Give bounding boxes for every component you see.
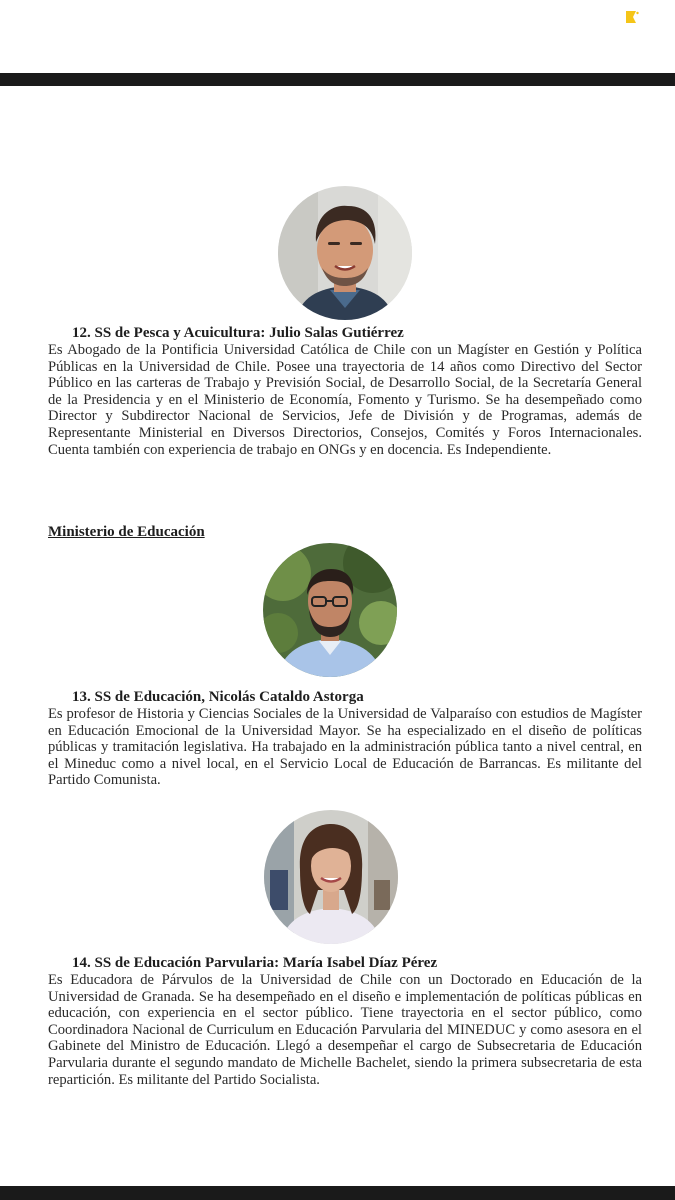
entry-heading: 12. SS de Pesca y Acuicultura: Julio Salas Gutiérrez	[72, 325, 404, 341]
top-divider	[0, 73, 675, 86]
entry-body: Es Abogado de la Pontificia Universidad Católica de Chile con un Magíster en Gestión y Política Públicas en la Universidad de Chile. Posee una trayectoria de 14 años como Directivo del Sector Público en las carteras de Trabajo y Previsión Social, de Desarrollo Social, de la Secretaría General de la Presidencia y en el Ministerio de Economía, Fomento y Turismo. Se ha desempeñado como Director y Subdirector Nacional de Servicios, Jefe de División y de Programas, además de Representante Ministerial en Diversos Directorios, Consejos, Comités y Foros Internacionales. Cuenta también con experiencia de trabajo en ONGs y en docencia. Es Independiente.	[48, 342, 642, 458]
portrait-photo-maria-isabel-diaz	[264, 810, 398, 944]
entry-body: Es Educadora de Párvulos de la Universidad de Chile con un Doctorado en Educación de la Universidad de Granada. Se ha desempeñado en el diseño e implementación de políticas públicas en educación, con experiencia en el sector público. Tiene trayectoria en el sector público, como Coordinadora Nacional de Curriculum en Educación Parvularia del MINEDUC y como asesora en el Gabinete del Ministro de Educación. Llegó a desempeñar el cargo de Subsecretaria de Educación Parvularia durante el segundo mandato de Michelle Bachelet, siendo la primera subsecretaria de esta repartición. Es militante del Partido Socialista.	[48, 972, 642, 1088]
portrait-man-icon	[263, 543, 397, 677]
portrait-photo-nicolas-cataldo	[263, 543, 397, 677]
portrait-woman-icon	[264, 810, 398, 944]
top-bar	[0, 0, 675, 73]
portrait-photo-julio-salas	[278, 186, 412, 320]
bookmark-shape-icon[interactable]	[625, 10, 639, 24]
bottom-divider	[0, 1186, 675, 1200]
entry-nicolas-cataldo	[48, 689, 642, 789]
entry-maria-isabel-diaz	[48, 955, 642, 1088]
entry-body: Es profesor de Historia y Ciencias Sociales de la Universidad de Valparaíso con estudios de Magíster en Educación Emocional de la Universidad Mayor. Se ha especializado en el diseño de políticas públicas y tramitación legislativa. Ha trabajado en la administración pública tanto a nivel central, en el Mineduc como a nivel local, en el Servicio Local de Educación de Barrancas. Es militante del Partido Comunista.	[48, 706, 642, 789]
entry-heading: 13. SS de Educación, Nicolás Cataldo Astorga	[72, 689, 364, 705]
section-title: Ministerio de Educación	[48, 524, 205, 540]
portrait-man-icon	[278, 186, 412, 320]
entry-heading: 14. SS de Educación Parvularia: María Isabel Díaz Pérez	[72, 955, 438, 971]
entry-julio-salas	[48, 325, 642, 458]
